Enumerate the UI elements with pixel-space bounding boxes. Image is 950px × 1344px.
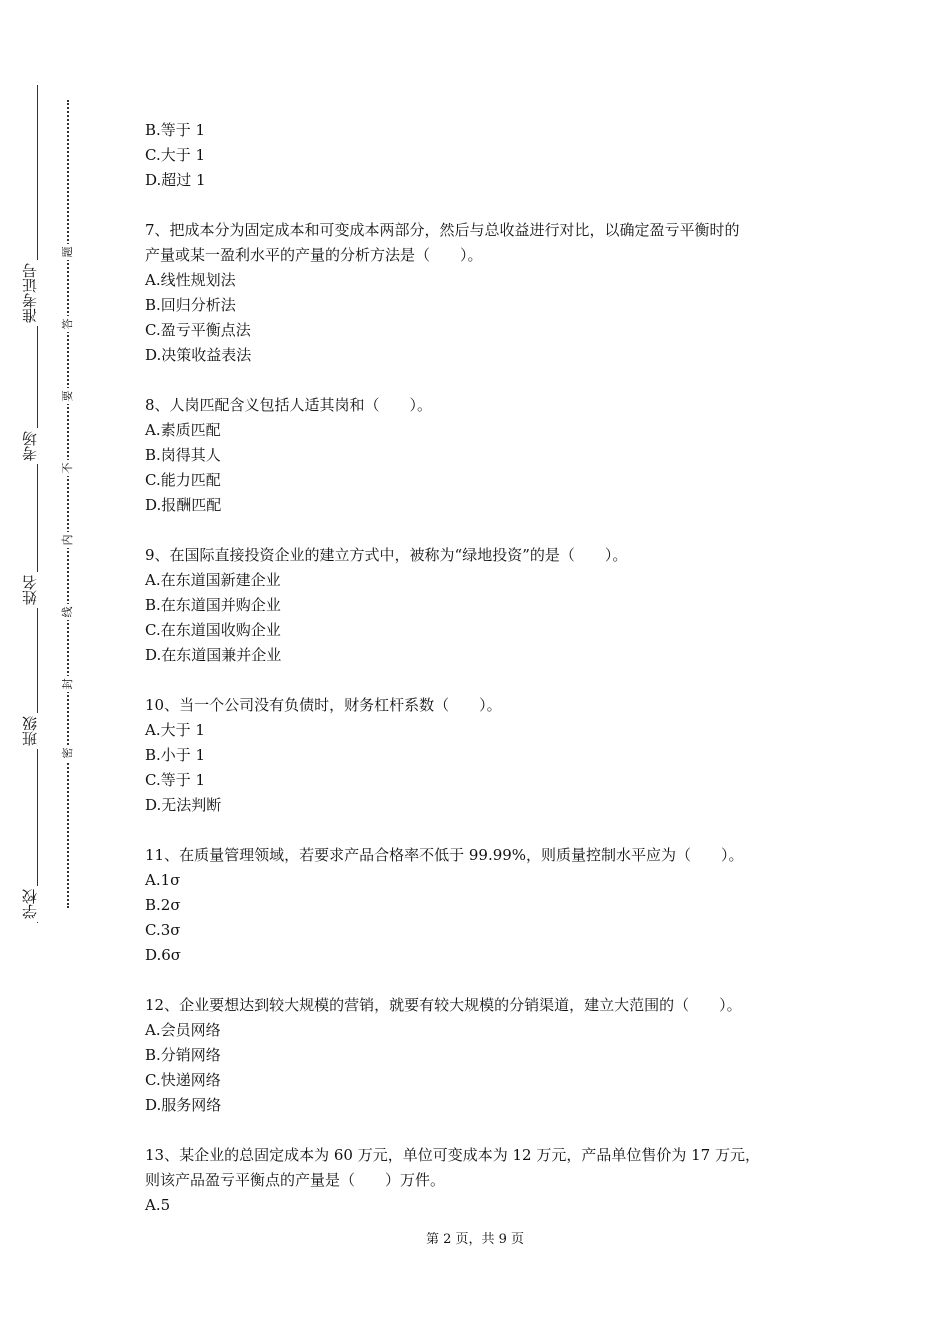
option: C.在东道国收购企业 — [145, 621, 281, 639]
question-content — [145, 118, 825, 1218]
question-12 — [145, 993, 825, 1118]
option: D.报酬匹配 — [145, 496, 222, 514]
option: B.岗得其人 — [145, 446, 221, 464]
question-10 — [145, 693, 825, 818]
question-7 — [145, 218, 825, 368]
option: D.在东道国兼并企业 — [145, 646, 282, 664]
question-9 — [145, 543, 825, 668]
seal-char: 封 — [60, 676, 76, 692]
question-stem: 11、在质量管理领域，若要求产品合格率不低于 99.99%，则质量控制水平应为（ ）。 — [145, 846, 744, 864]
question-13 — [145, 1143, 825, 1218]
school-label: 学校 — [22, 886, 52, 922]
seal-char: 密 — [60, 745, 76, 761]
option: A.1σ — [145, 871, 181, 889]
option: C.3σ — [145, 921, 181, 939]
option: A.在东道国新建企业 — [145, 571, 281, 589]
option: A.素质匹配 — [145, 421, 221, 439]
option: A.会员网络 — [145, 1021, 221, 1039]
option: A.线性规划法 — [145, 271, 236, 289]
question-stem: 9、在国际直接投资企业的建立方式中，被称为“绿地投资”的是（ ）。 — [145, 546, 628, 564]
question-stem: 8、人岗匹配含义包括人适其岗和（ ）。 — [145, 396, 433, 414]
exam-room-label: 考场 — [22, 428, 52, 464]
option: D.超过 1 — [145, 171, 206, 189]
seal-char: 线 — [60, 604, 76, 620]
option: B.等于 1 — [145, 121, 206, 139]
option: D.服务网络 — [145, 1096, 222, 1114]
option: C.能力匹配 — [145, 471, 221, 489]
seal-char: 题 — [60, 244, 76, 260]
question-11 — [145, 843, 825, 968]
question-stem: 12、企业要想达到较大规模的营销，就要有较大规模的分销渠道，建立大范围的（ ）。 — [145, 996, 742, 1014]
seal-char: 不 — [60, 460, 76, 476]
option: D.6σ — [145, 946, 182, 964]
question-stem: 产量或某一盈利水平的产量的分析方法是（ ）。 — [145, 246, 483, 264]
question-stem: 10、当一个公司没有负债时，财务杠杆系数（ ）。 — [145, 696, 502, 714]
seal-line — [67, 100, 69, 908]
seal-char: 答 — [60, 316, 76, 332]
continued-options — [145, 118, 825, 193]
option: C.盈亏平衡点法 — [145, 321, 251, 339]
page-footer: 第 2 页，共 9 页 — [425, 1232, 525, 1247]
question-8 — [145, 393, 825, 518]
seal-char: 内 — [60, 532, 76, 548]
name-label: 姓名 — [22, 572, 52, 608]
option: A.大于 1 — [145, 721, 205, 739]
option: A.5 — [145, 1196, 171, 1214]
option: C.快递网络 — [145, 1071, 221, 1089]
question-stem: 7、把成本分为固定成本和可变成本两部分，然后与总收益进行对比，以确定盈亏平衡时的 — [145, 221, 740, 239]
option: D.决策收益表法 — [145, 346, 252, 364]
option: B.在东道国并购企业 — [145, 596, 281, 614]
seal-char: 要 — [60, 388, 76, 404]
option: B.分销网络 — [145, 1046, 221, 1064]
option: D.无法判断 — [145, 796, 222, 814]
class-label: 班级 — [22, 713, 52, 749]
admission-number-label: 准考证号 — [22, 260, 52, 326]
option: B.回归分析法 — [145, 296, 236, 314]
question-stem: 13、某企业的总固定成本为 60 万元，单位可变成本为 12 万元，产品单位售价为 17 万元， — [145, 1146, 760, 1164]
option: C.等于 1 — [145, 771, 206, 789]
option: C.大于 1 — [145, 146, 206, 164]
question-stem: 则该产品盈亏平衡点的产量是（ ）万件。 — [145, 1171, 446, 1189]
binding-line — [37, 85, 38, 923]
option: B.2σ — [145, 896, 181, 914]
option: B.小于 1 — [145, 746, 206, 764]
